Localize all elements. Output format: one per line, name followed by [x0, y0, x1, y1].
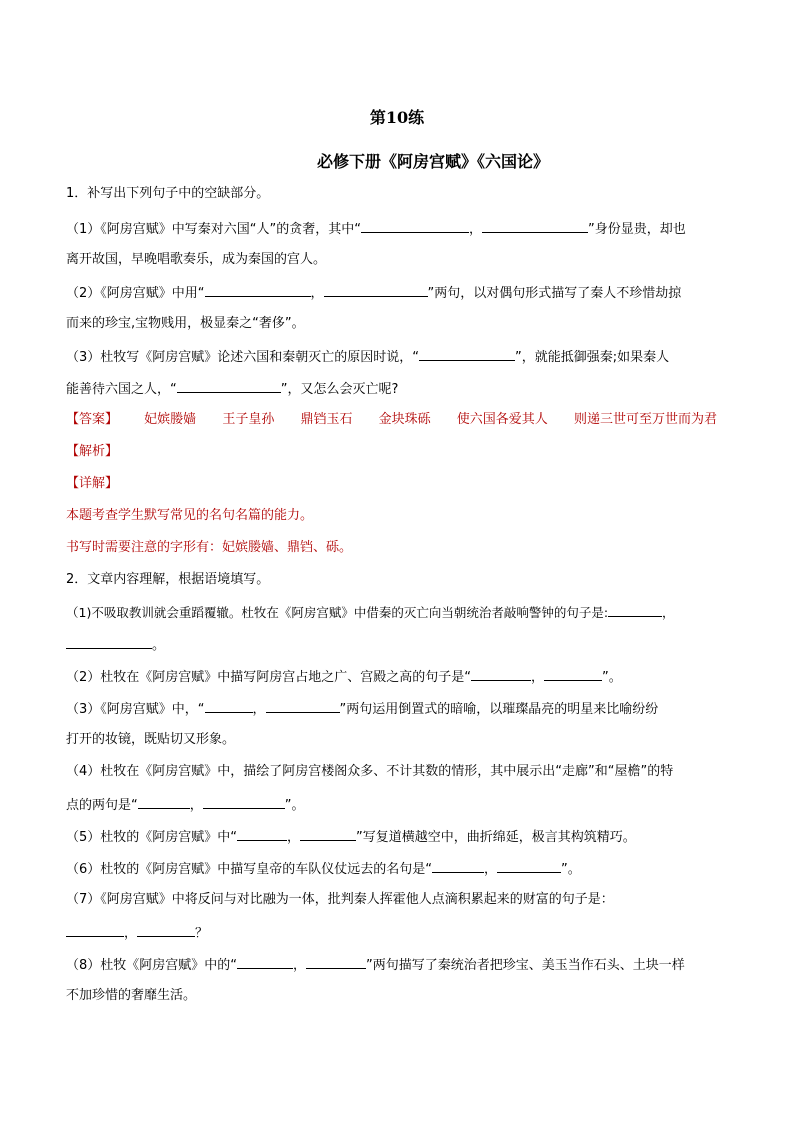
answer-row: [66, 411, 726, 429]
answer-blank[interactable]: [306, 955, 366, 969]
page-subtitle: 必修下册《阿房宫赋》《六国论》: [316, 152, 549, 171]
q2-item-2: （2）杜牧在《阿房宫赋》中描写阿房宫占地之广、宫殿之高的句子是“ ， ”。: [66, 667, 726, 687]
answer-blank[interactable]: [237, 955, 293, 969]
answer-blank[interactable]: [432, 859, 484, 873]
answer-blank[interactable]: [205, 283, 311, 297]
answer-blank[interactable]: [266, 699, 340, 713]
q2-item-3-line-1: （3）《阿房宫赋》中，“ ， ”两句运用倒置式的暗喻，以璀璨晶亮的明星来比喻纷纷: [66, 699, 726, 719]
q1-item-1-line-1: （1）《阿房宫赋》中写秦对六国“人”的贪奢，其中“ ， ”身份显贵，却也: [66, 219, 726, 239]
q2-item-4-line-2: 点的两句是“ ， ”。: [66, 795, 726, 815]
q2-item-1-line-2: 。: [66, 635, 726, 655]
question-2-heading: 2．文章内容理解，根据语境填写。: [66, 572, 270, 587]
answer-item: 使六国各爱其人: [456, 412, 548, 427]
detail-label: 【详解】: [66, 476, 119, 491]
answer-blank[interactable]: [324, 283, 428, 297]
answer-blank[interactable]: [177, 379, 281, 393]
q2-item-3-line-2: 打开的妆镜，既贴切又形象。: [66, 732, 236, 747]
answer-blank[interactable]: [608, 603, 662, 617]
q2-item-7-line-2: ， ？: [66, 923, 726, 943]
answer-blank[interactable]: [66, 635, 152, 649]
answer-item: 金块珠砾: [378, 412, 431, 427]
analysis-label: 【解析】: [66, 444, 119, 459]
answer-blank[interactable]: [237, 827, 287, 841]
answer-blank[interactable]: [471, 667, 531, 681]
answer-blank[interactable]: [419, 347, 515, 361]
q1-item-2-line-1: （2）《阿房宫赋》中用“ ， ”两句，以对偶句形式描写了秦人不珍惜劫掠: [66, 283, 726, 303]
page-title: 第10练: [369, 108, 425, 127]
question-1-heading: 1．补写出下列句子中的空缺部分。: [66, 186, 270, 201]
q2-item-8-line-2: 不加珍惜的奢靡生活。: [66, 988, 197, 1003]
q2-item-1-line-1: （1)不吸取教训就会重蹈覆辙。杜牧在《阿房宫赋》中借秦的灭亡向当朝统治者敲响警钟的句子是: ，: [66, 605, 675, 620]
q1-item-2-line-2: 而来的珍宝,宝物贱用，极显秦之“奢侈”。: [66, 316, 305, 331]
q1-item-3-line-2: 能善待六国之人，“ ”，又怎么会灭亡呢?: [66, 379, 726, 399]
answer-blank[interactable]: [203, 795, 285, 809]
q1-item-1-line-2: 离开故国，早晚唱歌奏乐，成为秦国的宫人。: [66, 252, 327, 267]
answer-blank[interactable]: [544, 667, 602, 681]
answer-item: 鼎铛玉石: [300, 412, 353, 427]
detail-text-2: 书写时需要注意的字形有：妃嫔媵嫱、鼎铛、砾。: [66, 540, 353, 555]
q2-item-6: （6）杜牧的《阿房宫赋》中描写皇帝的车队仪仗远去的名句是“ ， ”。: [66, 859, 726, 879]
q2-item-5: （5）杜牧的《阿房宫赋》中“ ， ”写复道横越空中，曲折绵延，极言其构筑精巧。: [66, 827, 726, 847]
answer-blank[interactable]: [361, 219, 469, 233]
q1-item-3-line-1: （3）杜牧写《阿房宫赋》论述六国和秦朝灭亡的原因时说，“ ”，就能抵御强秦;如果秦人: [66, 347, 726, 367]
answer-blank[interactable]: [300, 827, 356, 841]
answer-item: 妃嫔媵嫱: [144, 412, 197, 427]
answer-blank[interactable]: [497, 859, 561, 873]
answer-blank[interactable]: [66, 923, 124, 937]
answer-blank[interactable]: [205, 699, 253, 713]
answer-item: 王子皇孙: [222, 412, 275, 427]
answer-label: 【答案】: [66, 412, 119, 427]
detail-text-1: 本题考查学生默写常见的名句名篇的能力。: [66, 508, 314, 523]
answer-blank[interactable]: [482, 219, 588, 233]
q2-item-8-line-1: （8）杜牧《阿房宫赋》中的“ ， ”两句描写了秦统治者把珍宝、美玉当作石头、土块一样: [66, 955, 726, 975]
answer-blank[interactable]: [137, 923, 195, 937]
q2-item-4-line-1: （4）杜牧在《阿房宫赋》中，描绘了阿房宫楼阁众多、不计其数的情形，其中展示出“走廊”和“屋檐”的特: [66, 764, 674, 779]
q2-item-7-line-1: （7）《阿房宫赋》中将反问与对比融为一体，批判秦人挥霍他人点滴积累起来的财富的句子是：: [66, 892, 614, 907]
answer-item: 则递三世可至万世而为君: [573, 412, 717, 427]
answer-blank[interactable]: [138, 795, 190, 809]
